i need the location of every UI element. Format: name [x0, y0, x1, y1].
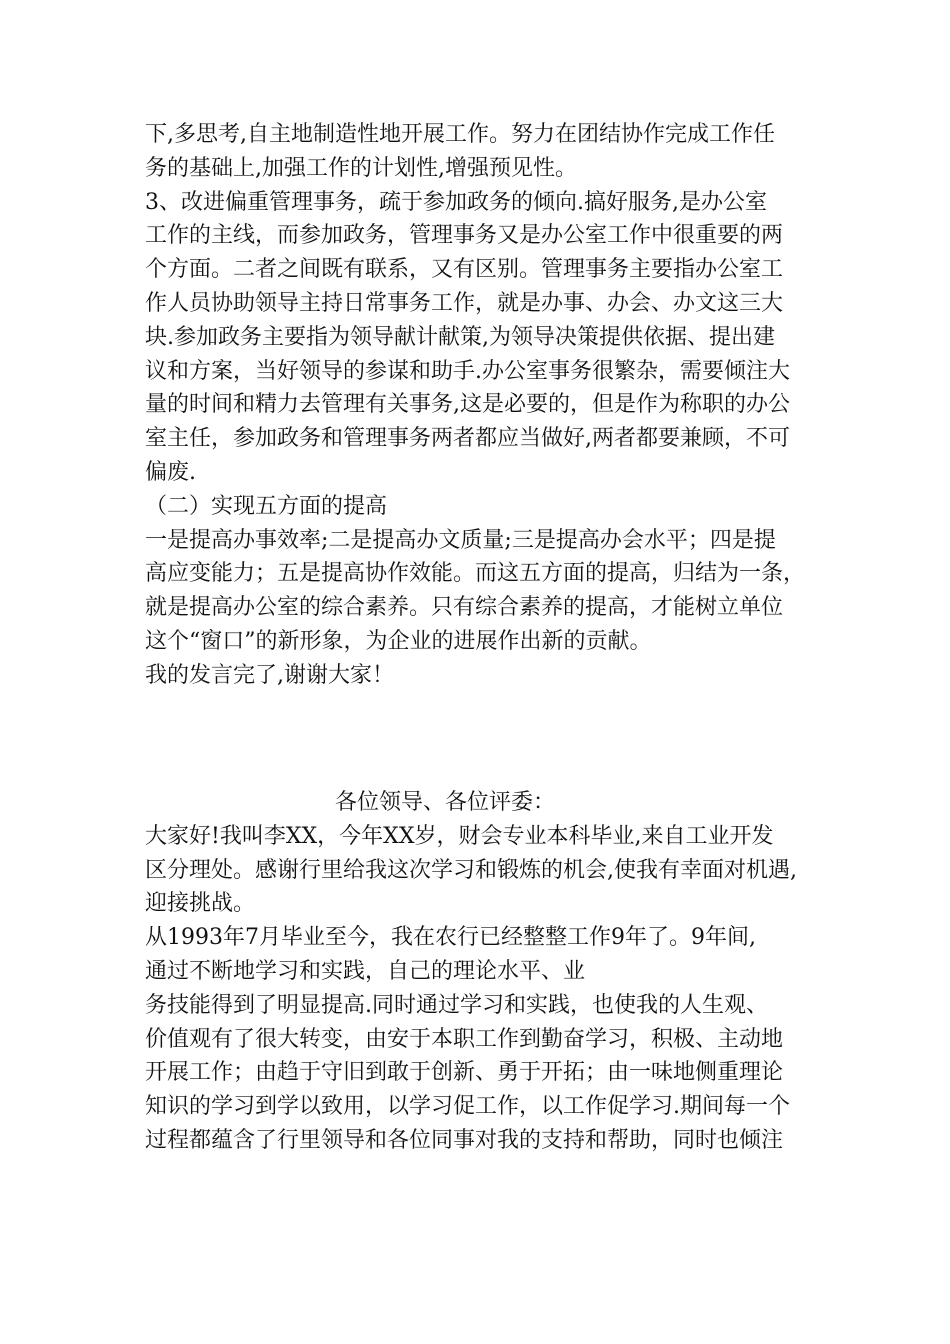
text-line: 3、改进偏重管理事务，疏于参加政务的倾向.搞好服务,是办公室 — [145, 189, 767, 215]
speech-office-body — [145, 118, 825, 693]
text-line: 这个“窗口”的新形象，为企业的进展作出新的贡献。 — [145, 628, 652, 654]
text-line: 高应变能力；五是提高协作效能。而这五方面的提高，归结为一条， — [145, 561, 806, 587]
text-line: 区分理处。感谢行里给我这次学习和锻炼的机会,使我有幸面对机遇, — [145, 857, 797, 883]
text-line: 偏废. — [145, 459, 196, 485]
text-line: 工作的主线，而参加政务，管理事务又是办公室工作中很重要的两 — [145, 223, 784, 249]
text-line: 一是提高办事效率;二是提高办文质量;三是提高办会水平；四是提 — [145, 527, 776, 553]
text-line: 大家好!我叫李XX，今年XX岁，财会专业本科毕业,来自工业开发 — [145, 823, 774, 849]
closing-line: 我的发言完了,谢谢大家！ — [145, 662, 394, 688]
text-line: 块.参加政务主要指为领导献计献策,为领导决策提供依据、提出建 — [145, 324, 775, 350]
text-line: 过程都蕴含了行里领导和各位同事对我的支持和帮助，同时也倾注 — [145, 1127, 784, 1153]
text-line: 室主任，参加政务和管理事务两者都应当做好,两者都要兼顾，不可 — [145, 426, 790, 452]
text-line: 价值观有了很大转变，由安于本职工作到勤奋学习，积极、主动地 — [145, 1026, 784, 1052]
text-line: 开展工作；由趋于守旧到敢于创新、勇于开拓；由一味地侧重理论 — [145, 1060, 784, 1086]
text-line: 量的时间和精力去管理有关事务,这是必要的，但是作为称职的办公 — [145, 392, 790, 418]
text-line: 务的基础上,加强工作的计划性,增强预见性。 — [145, 155, 577, 181]
section-heading: （二）实现五方面的提高 — [145, 493, 388, 519]
text-line: 作人员协助领导主持日常事务工作，就是办事、办会、办文这三大 — [145, 290, 784, 316]
speech-bank-body — [145, 786, 825, 1158]
salutation-heading: 各位领导、各位评委： — [335, 790, 556, 815]
text-line: 从1993年7月毕业至今，我在农行已经整整工作9年了。9年间, — [145, 925, 756, 951]
text-line: 下,多思考,自主地制造性地开展工作。努力在团结协作完成工作任 — [145, 122, 775, 147]
text-line: 个方面。二者之间既有联系，又有区别。管理事务主要指办公室工 — [145, 257, 784, 283]
text-line: 议和方案，当好领导的参谋和助手.办公室事务很繁杂，需要倾注大 — [145, 358, 790, 384]
text-line: 迎接挑战。 — [145, 891, 256, 917]
text-line: 知识的学习到学以致用，以学习促工作，以工作促学习.期间每一个 — [145, 1094, 790, 1120]
text-line: 通过不断地学习和实践，自己的理论水平、业 — [145, 958, 586, 984]
text-line: 务技能得到了明显提高.同时通过学习和实践，也使我的人生观、 — [145, 992, 768, 1018]
text-line: 就是提高办公室的综合素养。只有综合素养的提高，才能树立单位 — [145, 595, 784, 621]
